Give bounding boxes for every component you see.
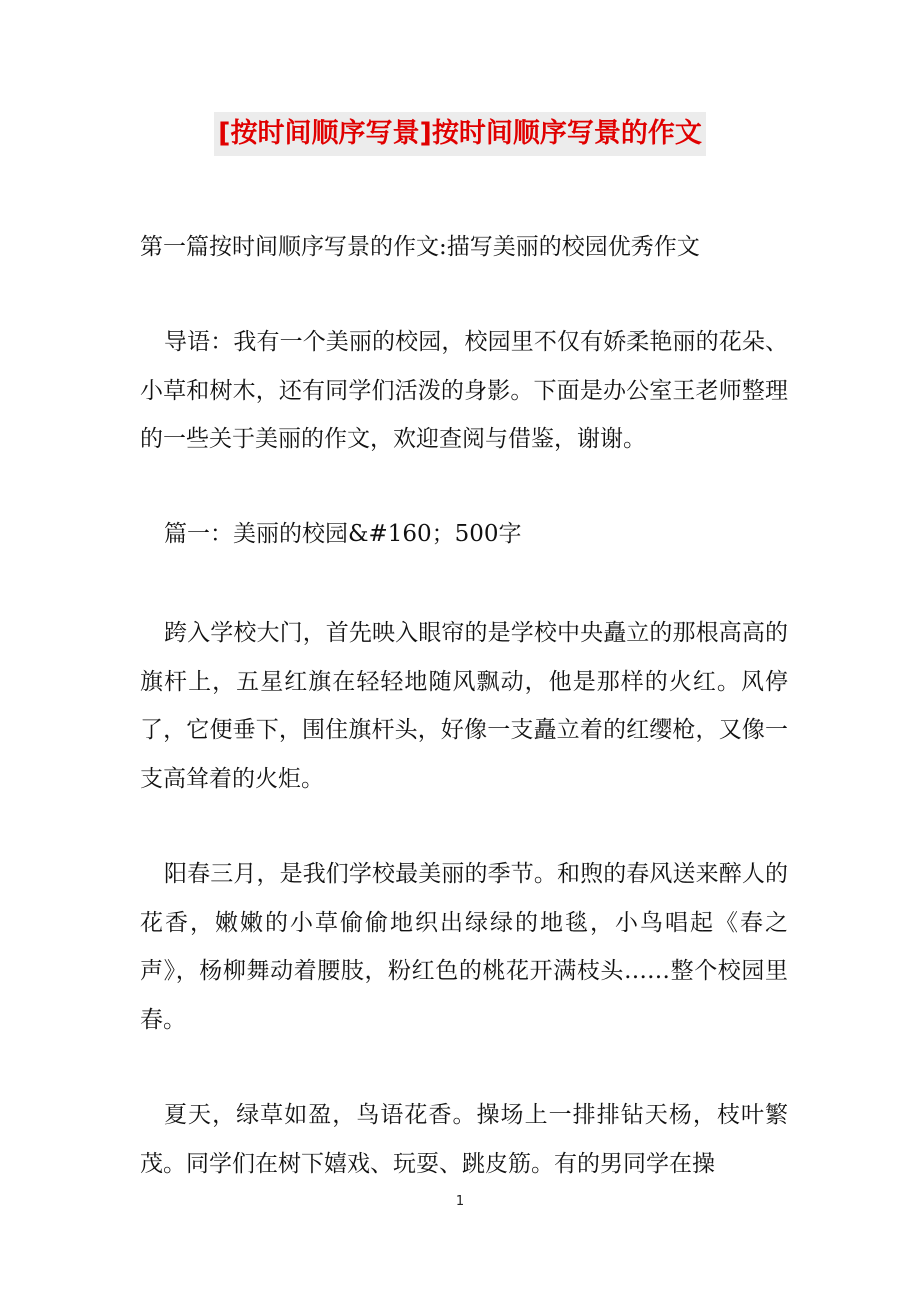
- body-paragraph: 阳春三月，是我们学校最美丽的季节。和煦的春风送来醉人的花香，嫩嫩的小草偷偷地织出绿绿的地毯，小鸟唱起《春之声》，杨柳舞动着腰肢，粉红色的桃花开满枝头……整个校园里春。: [140, 861, 788, 1033]
- title-container: [0, 112, 920, 156]
- page-number: 1: [455, 1194, 465, 1209]
- body-paragraph: 夏天，绿草如盈，鸟语花香。操场上一排排钻天杨，枝叶繁茂。同学们在树下嬉戏、玩耍、跳皮筋。有的男同学在操: [140, 1102, 788, 1177]
- document-title: [按时间顺序写景]按时间顺序写景的作文: [214, 112, 706, 156]
- sub-heading: 第一篇按时间顺序写景的作文:描写美丽的校园优秀作文: [140, 234, 700, 260]
- intro-paragraph: 导语：我有一个美丽的校园，校园里不仅有娇柔艳丽的花朵、小草和树木，还有同学们活泼的身影。下面是办公室王老师整理的一些关于美丽的作文，欢迎查阅与借鉴，谢谢。: [140, 329, 788, 452]
- section-heading: 篇一：美丽的校园&#160；500字: [164, 521, 522, 547]
- body-paragraph: 跨入学校大门，首先映入眼帘的是学校中央矗立的那根高高的旗杆上，五星红旗在轻轻地随风飘动，他是那样的火红。风停了，它便垂下，围住旗杆头，好像一支矗立着的红缨枪，又像一支高耸着的火炬。: [140, 620, 788, 792]
